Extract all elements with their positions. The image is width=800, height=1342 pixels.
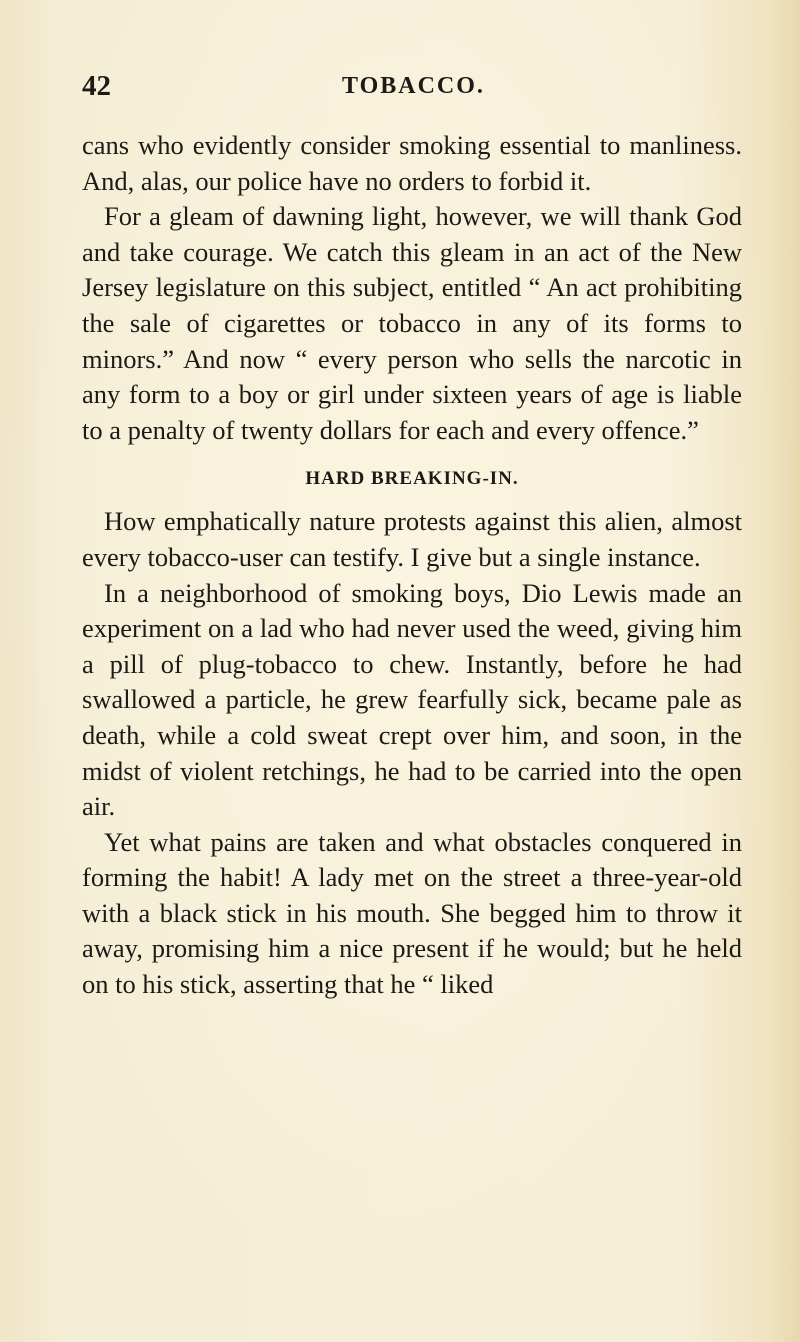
- paragraph: In a neighborhood of smoking boys, Dio Lewis made an experiment on a lad who had never used the weed, giving him a pill of plug-tobacco to chew. Instantly, before he had swallowed a particle, he grew fearfully sick, became pale as death, while a cold sweat crept over him, and soon, in the midst of violent retchings, he had to be carried into the open air.: [82, 577, 742, 822]
- paragraph: Yet what pains are taken and what obstacles conquered in forming the habit! A lady met on the street a three-year-old with a black stick in his mouth. She begged him to throw it away, promising him a nice present if he would; but he held on to his stick, asserting that he “ liked: [82, 826, 742, 1000]
- paragraph: For a gleam of dawning light, however, we will thank God and take courage. We catch this gleam in an act of the New Jersey legislature on this subject, entitled “ An act prohibiting the sale of cigarettes or tobacco in any of its forms to minors.” And now “ every person who sells the narcotic in any form to a boy or girl under sixteen years of age is liable to a penalty of twenty dollars for each and every offence.”: [82, 201, 742, 445]
- paragraph: How emphatically nature protests against this alien, almost every tobacco-user can testify. I give but a single instance.: [82, 506, 742, 572]
- page-body: [82, 128, 742, 1003]
- paragraph: cans who evidently consider smoking essential to manliness. And, alas, our police have no orders to forbid it.: [82, 130, 742, 196]
- section-heading: HARD BREAKING-IN.: [305, 468, 519, 490]
- running-head: TOBACCO.: [342, 73, 485, 99]
- page-header: [82, 66, 742, 106]
- page-number: 42: [82, 70, 111, 102]
